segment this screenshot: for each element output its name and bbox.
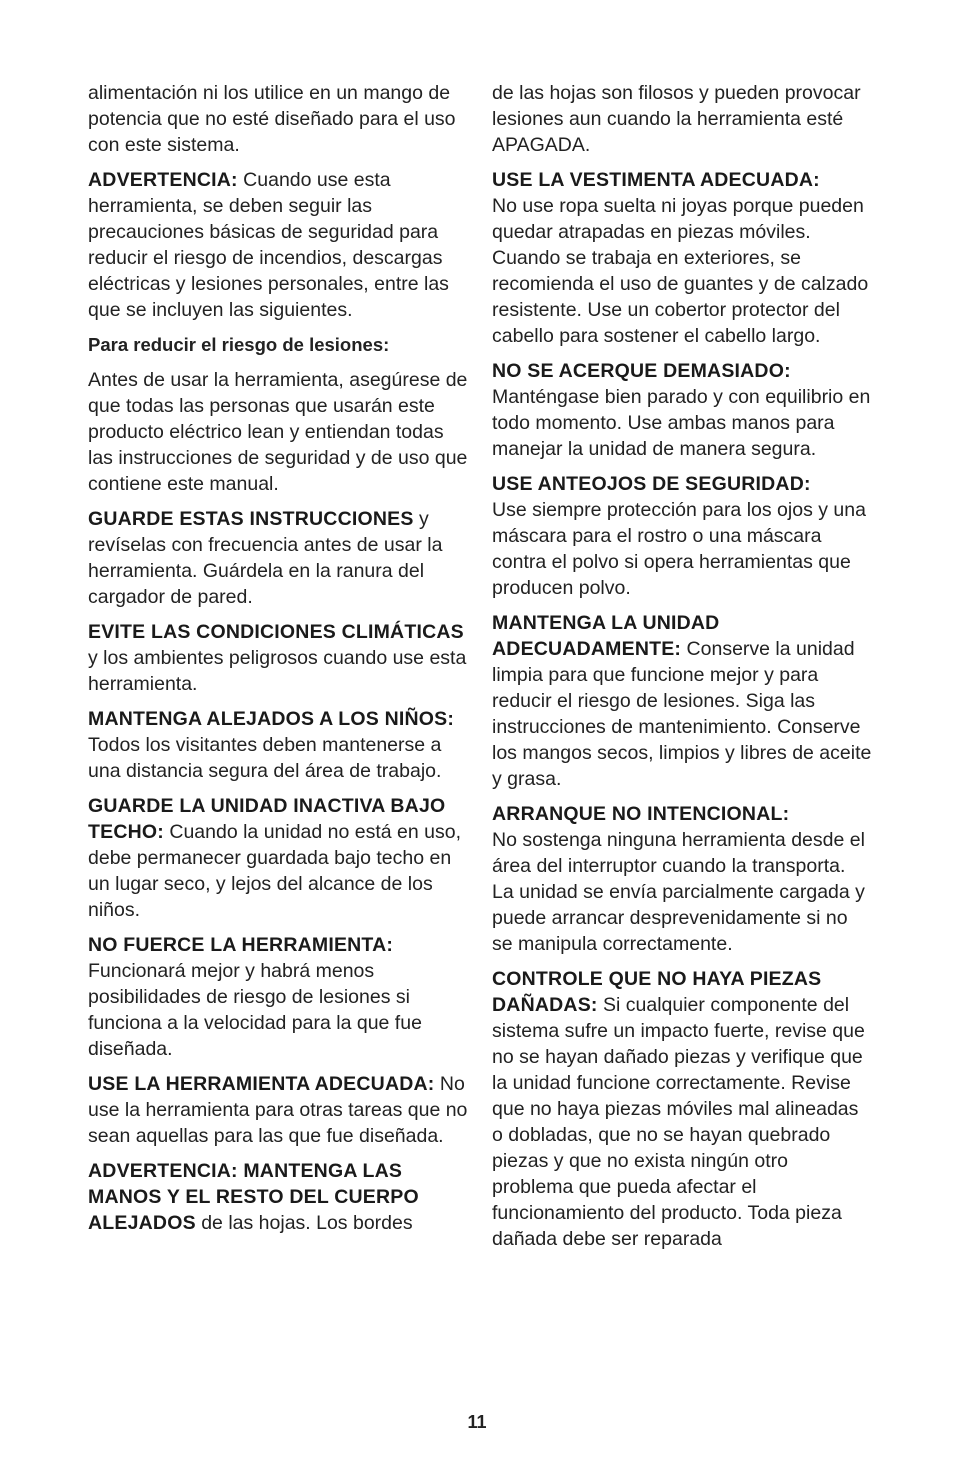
right-tool-warning — [88, 1071, 468, 1149]
save-heading: GUARDE ESTAS INSTRUCCIONES — [88, 508, 414, 530]
clothing-text: No use ropa suelta ni joyas porque pueden quedar atrapadas en piezas móviles. Cuando se trabaja en exteriores, se recomienda el uso de guantes y de calzado resistente. Use un cobertor protector del cabello para sostener el cabello largo. — [492, 195, 869, 347]
save-text: y revíselas con frecuencia antes de usar la herramienta. Guárdela en la ranura del cargador de pared. — [88, 508, 443, 608]
clothing-warning — [492, 167, 872, 349]
page-number: 11 — [467, 1412, 487, 1432]
hands-text: de las hojas. Los bordes — [195, 1212, 413, 1234]
children-heading: MANTENGA ALEJADOS A LOS NIÑOS: — [88, 708, 455, 730]
intro-paragraph: alimentación ni los utilice en un mango de potencia que no esté diseñado para el uso con este sistema. — [88, 82, 456, 156]
storage-text: Cuando la unidad no está en uso, debe permanecer guardada bajo techo en un lugar seco, y lejos del alcance de los niños. — [88, 821, 462, 921]
climate-heading: EVITE LAS CONDICIONES CLIMÁTICAS — [88, 621, 464, 643]
safety-glasses-text: Use siempre protección para los ojos y una máscara para el rostro o una máscara contra el polvo si opera herramientas que producen polvo. — [492, 499, 866, 599]
climate-text: y los ambientes peligrosos cuando use esta herramienta. — [88, 647, 467, 695]
unintended-start-text: No sostenga ninguna herramienta desde el área del interruptor cuando la transporta. La unidad se envía parcialmente cargada y puede arrancar desprevenidamente si no se manipula correctamente. — [492, 829, 865, 955]
children-warning — [88, 706, 468, 784]
force-text: Funcionará mejor y habrá menos posibilidades de riesgo de lesiones si funciona a la velocidad para la que fue diseñada. — [88, 960, 422, 1060]
children-text: Todos los visitantes deben mantenerse a una distancia segura del área de trabajo. — [88, 734, 442, 782]
hands-warning — [88, 1158, 468, 1236]
overreach-warning — [492, 358, 872, 462]
storage-heading: GUARDE LA UNIDAD INACTIVA BAJO TECHO: — [88, 795, 446, 843]
safety-glasses-warning — [492, 471, 872, 601]
damaged-parts-text: Si cualquier componente del sistema sufre un impacto fuerte, revise que no se hayan dañado piezas y verifique que la unidad funcione correctamente. Revise que no haya piezas móviles mal alineadas o dobladas, que no se hayan quebrado piezas y que no exista ningún otro problema que pueda afectar el funcionamiento del producto. Toda pieza dañada debe ser reparada — [492, 994, 865, 1250]
maintenance-warning — [492, 610, 872, 792]
general-warning — [88, 167, 468, 323]
climate-warning — [88, 619, 468, 697]
hands-heading: ADVERTENCIA: MANTENGA LAS MANOS Y EL RESTO DEL CUERPO ALEJADOS — [88, 1160, 419, 1234]
warning-heading: ADVERTENCIA: — [88, 169, 238, 191]
damaged-parts-heading: CONTROLE QUE NO HAYA PIEZAS DAÑADAS: — [492, 968, 822, 1016]
safety-glasses-heading: USE ANTEOJOS DE SEGURIDAD: — [492, 473, 811, 495]
force-heading: NO FUERCE LA HERRAMIENTA: — [88, 934, 394, 956]
damaged-parts-warning — [492, 966, 872, 1252]
right-tool-heading: USE LA HERRAMIENTA ADECUADA: — [88, 1073, 435, 1095]
save-instructions — [88, 506, 468, 610]
maintenance-text: Conserve la unidad limpia para que funcione mejor y para reducir el riesgo de lesiones. Siga las instrucciones de mantenimiento. Conserve los mangos secos, limpios y libres de aceite y grasa. — [492, 638, 872, 790]
force-warning — [88, 932, 468, 1062]
right-column — [492, 80, 872, 1261]
overreach-heading: NO SE ACERQUE DEMASIADO: — [492, 360, 791, 382]
read-manual-paragraph: Antes de usar la herramienta, asegúrese de que todas las personas que usarán este producto eléctrico lean y entiendan todas las instrucciones de seguridad y de uso que contiene este manual. — [88, 369, 468, 495]
right-tool-text: No use la herramienta para otras tareas que no sean aquellas para las que fue diseñada. — [88, 1073, 468, 1147]
storage-warning — [88, 793, 468, 923]
unintended-start-warning — [492, 801, 872, 957]
maintenance-heading: MANTENGA LA UNIDAD ADECUADAMENTE: — [492, 612, 720, 660]
left-column — [88, 80, 468, 1245]
warning-text: Cuando use esta herramienta, se deben seguir las precauciones básicas de seguridad para reducir el riesgo de incendios, descargas eléctricas y lesiones personales, entre las que se incluyen las siguientes. — [88, 169, 449, 321]
clothing-heading: USE LA VESTIMENTA ADECUADA: — [492, 169, 820, 191]
injury-subheading: Para reducir el riesgo de lesiones: — [88, 334, 390, 355]
overreach-text: Manténgase bien parado y con equilibrio en todo momento. Use ambas manos para manejar la unidad de manera segura. — [492, 386, 871, 460]
blades-paragraph: de las hojas son filosos y pueden provocar lesiones aun cuando la herramienta esté APAGADA. — [492, 82, 861, 156]
unintended-start-heading: ARRANQUE NO INTENCIONAL: — [492, 803, 790, 825]
